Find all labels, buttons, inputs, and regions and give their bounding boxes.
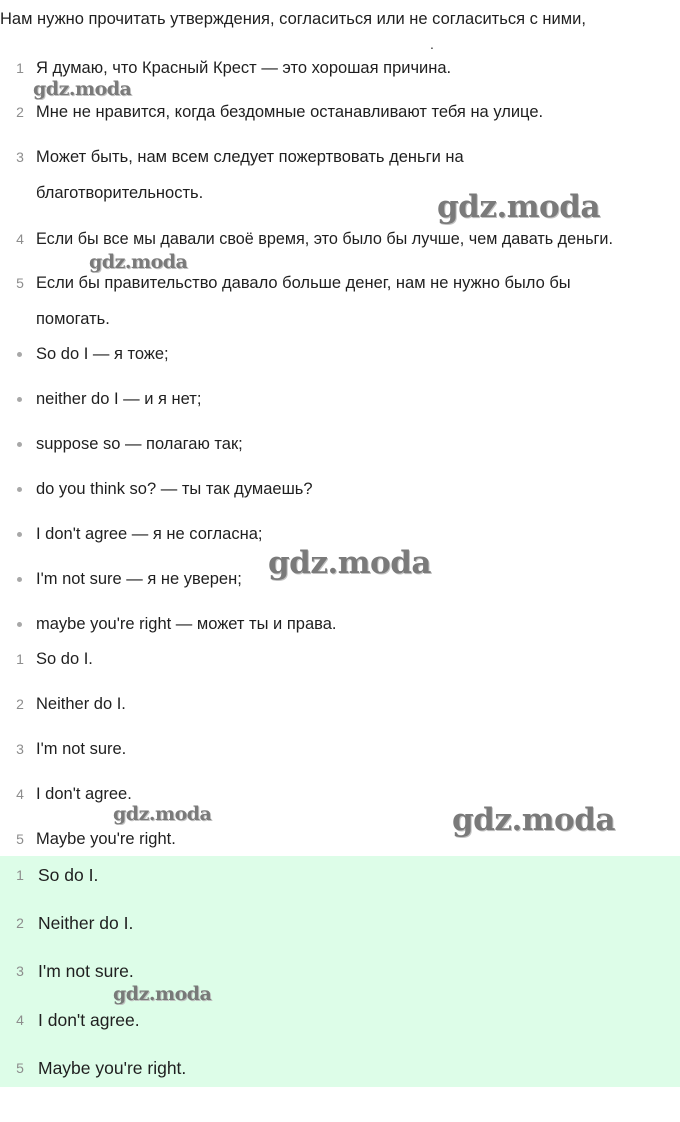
statement-number: 3 bbox=[16, 149, 24, 165]
statement-text: Если бы все мы давали своё время, это было бы лучше, чем давать деньги. bbox=[36, 230, 613, 248]
bullet-icon bbox=[17, 532, 22, 537]
answer-number: 2 bbox=[16, 915, 24, 931]
statement-text: благотворительность. bbox=[36, 184, 204, 202]
watermark-logo: gdz.moda bbox=[113, 983, 212, 1005]
answer-text: So do I. bbox=[38, 865, 99, 885]
statement-text: Если бы правительство давало больше денег, нам не нужно было бы bbox=[36, 274, 571, 292]
watermark-logo: gdz.moda bbox=[33, 78, 132, 100]
bullet-icon bbox=[17, 577, 22, 582]
answer-number: 4 bbox=[16, 1012, 24, 1028]
statement-number: 1 bbox=[16, 60, 24, 76]
bullet-icon bbox=[17, 397, 22, 402]
phrase-text: do you think so? — ты так думаешь? bbox=[36, 480, 313, 498]
statement-text: Я думаю, что Красный Крест — это хорошая причина. bbox=[36, 59, 452, 77]
watermark-logo: gdz.moda bbox=[452, 802, 615, 838]
answer-number: 1 bbox=[16, 867, 24, 883]
bullet-icon bbox=[17, 442, 22, 447]
statement-text: Может быть, нам всем следует пожертвовать деньги на bbox=[36, 148, 464, 166]
phrase-text: suppose so — полагаю так; bbox=[36, 435, 243, 453]
watermark-logo: gdz.moda bbox=[89, 251, 188, 273]
answer-text: I don't agree. bbox=[36, 785, 132, 803]
answer-number: 5 bbox=[16, 1060, 24, 1076]
intro-dot: . bbox=[430, 36, 434, 52]
answer-text: Maybe you're right. bbox=[38, 1058, 187, 1078]
bullet-icon bbox=[17, 622, 22, 627]
intro-text: Нам нужно прочитать утверждения, согласиться или не согласиться с ними, bbox=[0, 10, 586, 28]
statement-number: 4 bbox=[16, 231, 24, 247]
phrase-text: neither do I — и я нет; bbox=[36, 390, 202, 408]
watermark-logo: gdz.moda bbox=[268, 545, 431, 581]
bullet-icon bbox=[17, 487, 22, 492]
answer-text: Maybe you're right. bbox=[36, 830, 176, 848]
bullet-icon bbox=[17, 352, 22, 357]
statement-text: Мне не нравится, когда бездомные останавливают тебя на улице. bbox=[36, 103, 544, 121]
highlighted-answer-block bbox=[0, 856, 680, 1087]
answer-number: 4 bbox=[16, 786, 24, 802]
answer-text: I'm not sure. bbox=[36, 740, 127, 758]
answer-text: Neither do I. bbox=[38, 913, 134, 933]
phrase-text: maybe you're right — может ты и права. bbox=[36, 615, 337, 633]
answer-text: I don't agree. bbox=[38, 1010, 140, 1030]
answer-number: 2 bbox=[16, 696, 24, 712]
watermark-logo: gdz.moda bbox=[113, 803, 212, 825]
answer-text: Neither do I. bbox=[36, 695, 126, 713]
statement-number: 2 bbox=[16, 104, 24, 120]
statement-number: 5 bbox=[16, 275, 24, 291]
answer-number: 3 bbox=[16, 741, 24, 757]
watermark-logo: gdz.moda bbox=[437, 189, 600, 225]
answer-text: So do I. bbox=[36, 650, 93, 668]
answer-number: 5 bbox=[16, 831, 24, 847]
answer-number: 1 bbox=[16, 651, 24, 667]
phrase-text: I don't agree — я не согласна; bbox=[36, 525, 263, 543]
answer-text: I'm not sure. bbox=[38, 961, 134, 981]
phrase-text: I'm not sure — я не уверен; bbox=[36, 570, 242, 588]
phrase-text: So do I — я тоже; bbox=[36, 345, 169, 363]
answer-number: 3 bbox=[16, 963, 24, 979]
statement-text: помогать. bbox=[36, 310, 110, 328]
